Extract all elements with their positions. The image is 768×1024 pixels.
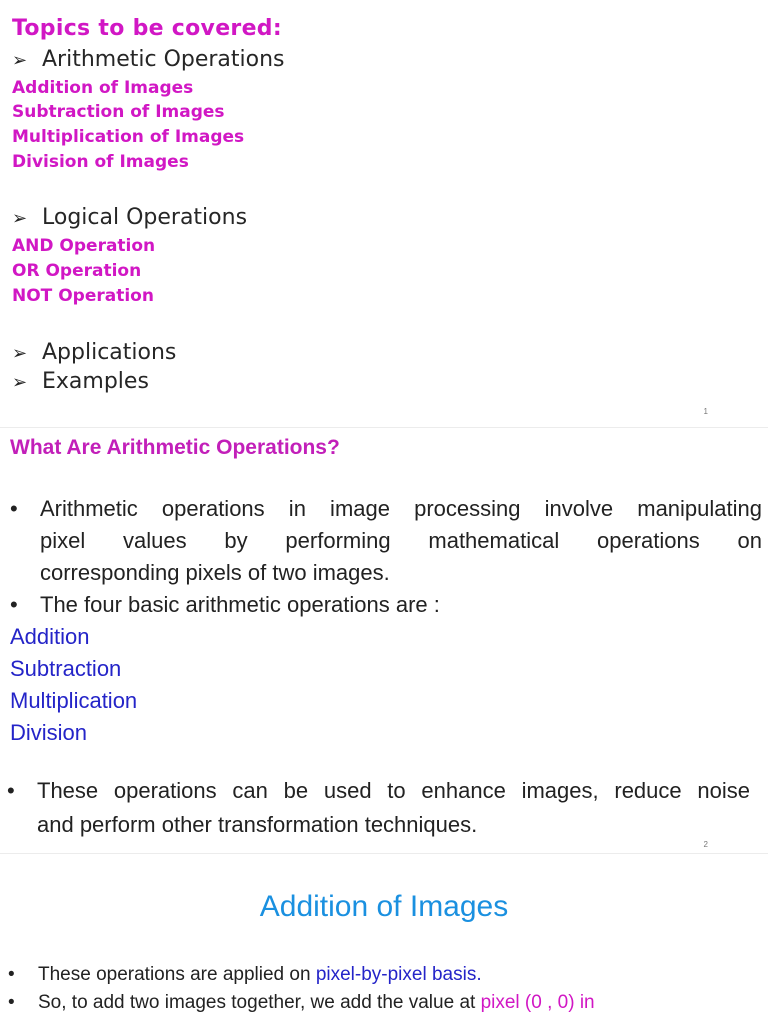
topic-item: Subtraction of Images xyxy=(12,102,225,122)
slide-title: What Are Arithmetic Operations? xyxy=(10,436,340,459)
section-applications: ➢ Applications xyxy=(12,340,177,365)
operation-item: Division xyxy=(10,720,88,745)
bullet-dot-icon: • xyxy=(10,496,18,521)
operation-item: Multiplication xyxy=(10,688,138,713)
topic-item: OR Operation xyxy=(12,261,142,281)
bullet-text: • Arithmetic operations in image processing involve manipulating xyxy=(10,496,762,521)
bullet-text: • So, to add two images together, we add the value at pixel (0 , 0) in xyxy=(8,992,595,1013)
slide-arithmetic-ops xyxy=(0,428,768,854)
arrow-bullet-icon: ➢ xyxy=(12,50,28,71)
bullet-dot-icon: • xyxy=(10,592,18,617)
bullet-text: • The four basic arithmetic operations are : xyxy=(10,592,440,617)
section-arithmetic: ➢ Arithmetic Operations xyxy=(12,47,285,72)
section-logical: ➢ Logical Operations xyxy=(12,205,248,230)
topic-item: AND Operation xyxy=(12,236,156,256)
slide-topics xyxy=(0,0,768,428)
bullet-text-cont: and perform other transformation techniques. xyxy=(37,812,478,837)
bullet-text: • These operations are applied on pixel-by-pixel basis. xyxy=(8,964,482,985)
slide-title: Addition of Images xyxy=(259,890,509,923)
bullet-dot-icon: • xyxy=(8,992,15,1013)
page-number: 2 xyxy=(703,840,708,849)
topic-item: Division of Images xyxy=(12,152,189,172)
bullet-text-cont: pixel values by performing mathematical operations on xyxy=(40,528,762,553)
operation-item: Addition xyxy=(10,624,90,649)
highlight-text: pixel (0 , 0) in xyxy=(480,992,595,1013)
topic-item: NOT Operation xyxy=(12,286,154,306)
bullet-dot-icon: • xyxy=(7,778,15,803)
topic-item: Multiplication of Images xyxy=(12,127,245,147)
bullet-dot-icon: • xyxy=(8,964,15,985)
arrow-bullet-icon: ➢ xyxy=(12,343,28,364)
arrow-bullet-icon: ➢ xyxy=(12,208,28,229)
bullet-text-cont: corresponding pixels of two images. xyxy=(40,560,390,585)
highlight-text: pixel-by-pixel basis. xyxy=(315,964,482,985)
topics-title: Topics to be covered: xyxy=(12,16,282,41)
slide-addition xyxy=(0,854,768,1024)
bullet-text: • These operations can be used to enhance images, reduce noise xyxy=(7,778,750,803)
arrow-bullet-icon: ➢ xyxy=(12,372,28,393)
topic-item: Addition of Images xyxy=(12,78,194,98)
section-examples: ➢ Examples xyxy=(12,369,149,394)
page-number: 1 xyxy=(703,407,708,416)
operation-item: Subtraction xyxy=(10,656,122,681)
